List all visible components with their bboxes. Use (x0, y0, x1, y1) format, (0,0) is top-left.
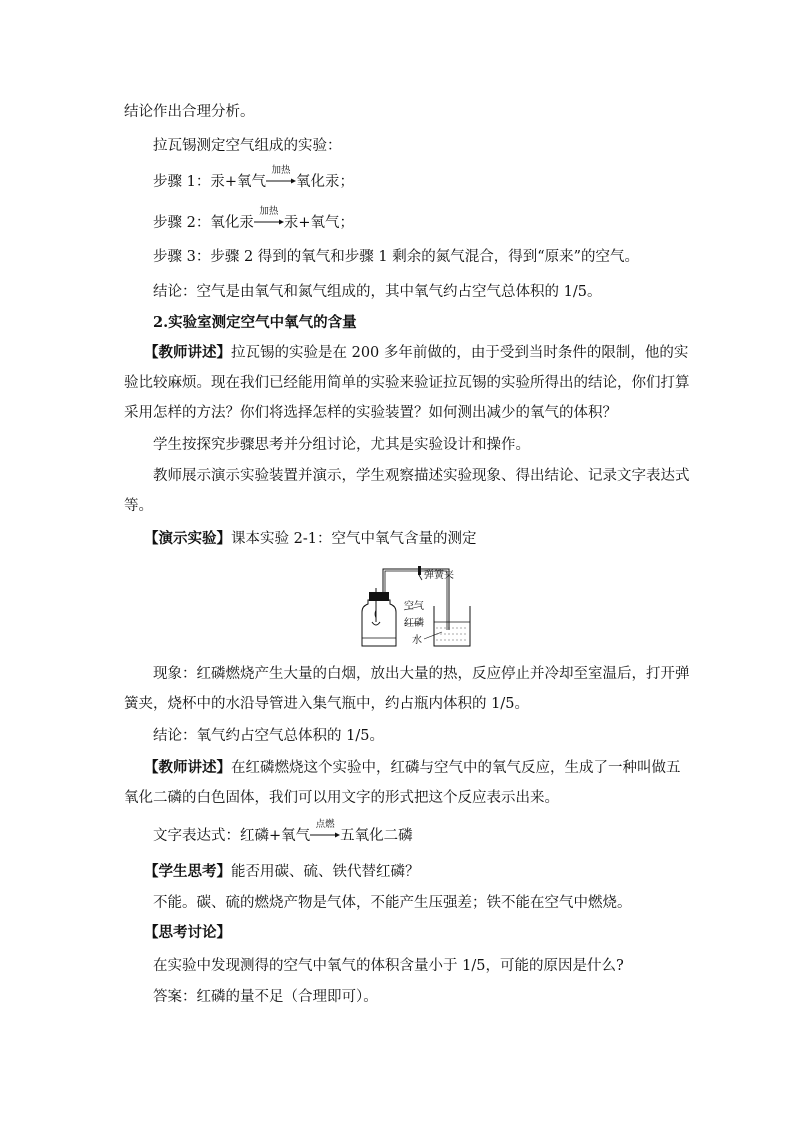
step-1-prefix: 步骤 1：汞+氧气 (153, 174, 266, 190)
apparatus-diagram (352, 566, 482, 652)
step-1-suffix: 氧化汞； (295, 174, 354, 190)
reaction-arrow (266, 165, 296, 192)
arrow-icon (254, 219, 284, 225)
air-label: 空气 (404, 601, 424, 612)
teacher-talk-1-line-2: 验比较麻烦。现在我们已经能用简单的实验来验证拉瓦锡的实验所得出的结论，你们打算 (124, 375, 690, 391)
step-2-suffix: 汞+氧气； (283, 215, 354, 231)
teacher-talk-tag: 【教师讲述】 (144, 344, 231, 361)
teacher-demo-line-2: 等。 (124, 498, 153, 514)
teacher-talk-1-line-3: 采用怎样的方法？你们将选择怎样的实验装置？如何测出减少的氧气的体积？ (124, 405, 617, 421)
lavoisier-heading: 拉瓦锡测定空气组成的实验： (153, 138, 342, 154)
reaction-arrow (310, 819, 340, 846)
teacher-talk-text: 拉瓦锡的实验是在 200 多年前做的，由于受到当时条件的限制，他的实 (231, 345, 689, 361)
step-2-prefix: 步骤 2：氧化汞 (153, 215, 254, 231)
discussion-tag: 【思考讨论】 (144, 924, 231, 941)
word-equation-prefix: 文字表达式：红磷+氧气 (153, 828, 311, 844)
conclusion-2: 结论：氧气约占空气总体积的 1/5。 (153, 728, 384, 744)
phenomenon-line-2: 簧夹，烧杯中的水沿导管进入集气瓶中，约占瓶内体积的 1/5。 (124, 696, 529, 712)
word-equation-suffix: 五氧化二磷 (340, 828, 413, 844)
phosphorus-label: 红磷 (404, 618, 424, 629)
teacher-talk-2-line-1 (144, 758, 681, 778)
water-label: 水 (412, 635, 422, 646)
spring-clamp (418, 566, 421, 575)
step-1 (153, 165, 354, 192)
demo-experiment (144, 529, 476, 549)
rubber-stopper (369, 592, 389, 601)
students-discussion: 学生按探究步骤思考并分组讨论，尤其是实验设计和操作。 (153, 437, 530, 453)
reaction-condition: 点燃 (315, 819, 335, 830)
arrow-icon (266, 178, 296, 184)
discussion-question: 在实验中发现测得的空气中氧气的体积含量小于 1/5，可能的原因是什么? (153, 958, 624, 974)
reaction-condition: 加热 (271, 165, 291, 176)
reaction-arrow (254, 206, 284, 233)
section-2-heading: 2.实验室测定空气中氧气的含量 (153, 314, 357, 331)
student-thinking (144, 862, 420, 882)
step-3: 步骤 3：步骤 2 得到的氧气和步骤 1 剩余的氮气混合，得到“原来”的空气。 (153, 249, 640, 265)
step-2 (153, 206, 354, 233)
teacher-demo-line-1: 教师展示演示实验装置并演示，学生观察描述实验现象、得出结论、记录文字表达式 (153, 468, 690, 484)
demo-tag: 【演示实验】 (144, 530, 231, 547)
student-thinking-tag: 【学生思考】 (144, 863, 231, 880)
teacher-talk-2-line-2: 氧化二磷的白色固体，我们可以用文字的形式把这个反应表示出来。 (124, 790, 559, 806)
paragraph-continuation: 结论作出合理分析。 (124, 104, 255, 120)
arrow-icon (310, 832, 340, 838)
discussion-answer: 答案：红磷的量不足（合理即可）。 (153, 989, 378, 1005)
demo-text: 课本实验 2-1：空气中氧气含量的测定 (231, 531, 477, 547)
phenomenon-line-1: 现象：红磷燃烧产生大量的白烟，放出大量的热，反应停止并冷却至室温后，打开弹 (153, 666, 690, 682)
reaction-condition: 加热 (259, 206, 279, 217)
teacher-talk-tag: 【教师讲述】 (144, 759, 231, 776)
clamp-label: 弹簧夹 (424, 570, 454, 581)
word-equation (153, 819, 413, 846)
conclusion-1: 结论：空气是由氧气和氮气组成的，其中氧气约占空气总体积的 1/5。 (153, 284, 602, 300)
teacher-talk-text: 在红磷燃烧这个实验中，红磷与空气中的氧气反应，生成了一种叫做五 (231, 760, 681, 776)
teacher-talk-1-line-1 (144, 343, 688, 363)
answer-1: 不能。碳、硫的燃烧产物是气体，不能产生压强差；铁不能在空气中燃烧。 (153, 895, 632, 911)
student-thinking-text: 能否用碳、硫、铁代替红磷？ (231, 864, 420, 880)
